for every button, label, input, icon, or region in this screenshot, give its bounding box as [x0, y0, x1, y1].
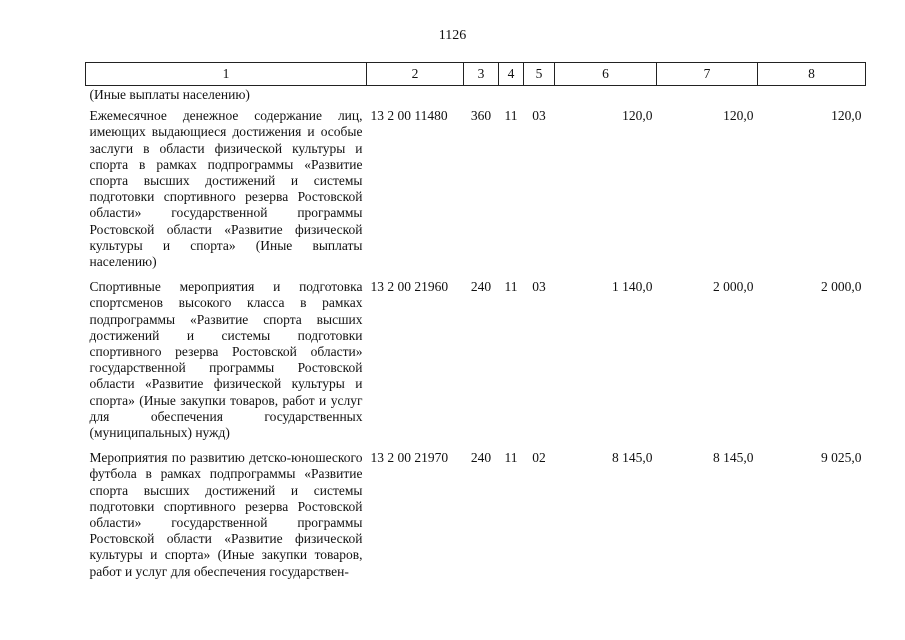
continuation-row — [86, 86, 866, 106]
row-code: 13 2 00 21960 — [370, 279, 449, 295]
header-row — [86, 63, 866, 86]
row-code: 13 2 00 21970 — [370, 450, 449, 466]
row-col5: 03 — [532, 108, 546, 124]
row-col4: 11 — [504, 279, 518, 295]
header-col-6: 6 — [555, 63, 657, 86]
row-description: Ежемесячное денежное содержание лиц, имеющих выдающиеся достижения и особые заслуги в области физической культуры и спорта в рамках подпрограммы «Развитие спорта высших достижений и системы подготовки спортивного резерва Ростовской области» государственной программы Ростовской области «Развитие физической культуры и спорта» (Иные выплаты населению) — [89, 108, 363, 270]
row-col6: 8 145,0 — [612, 450, 653, 466]
row-col5: 03 — [532, 279, 546, 295]
row-col4: 11 — [504, 450, 518, 466]
table-row — [86, 105, 866, 276]
row-col8: 120,0 — [831, 108, 862, 124]
header-col-7: 7 — [657, 63, 758, 86]
row-col6: 120,0 — [622, 108, 653, 124]
header-col-5: 5 — [524, 63, 555, 86]
header-col-3: 3 — [464, 63, 499, 86]
table-row — [86, 276, 866, 447]
header-col-2: 2 — [367, 63, 464, 86]
continuation-text: (Иные выплаты населению) — [89, 87, 250, 102]
row-col7: 8 145,0 — [713, 450, 754, 466]
row-col8: 2 000,0 — [821, 279, 862, 295]
row-description: Спортивные мероприятия и подготовка спортсменов высокого класса в рамках подпрограммы «Развитие спорта высших достижений и системы подготовки спортивного резерва Ростовской области» государственной программы Ростовской области «Развитие физической культуры и спорта» (Иные закупки товаров, работ и услуг для обеспечения государственных (муниципальных) нужд) — [89, 279, 363, 441]
row-col3: 240 — [470, 279, 492, 295]
header-col-8: 8 — [758, 63, 866, 86]
row-col8: 9 025,0 — [821, 450, 862, 466]
row-col3: 240 — [470, 450, 492, 466]
page-number: 1126 — [438, 28, 467, 43]
header-col-4: 4 — [499, 63, 524, 86]
budget-table — [85, 62, 866, 586]
row-col3: 360 — [470, 108, 492, 124]
row-col5: 02 — [532, 450, 546, 466]
row-col4: 11 — [504, 108, 518, 124]
row-col7: 2 000,0 — [713, 279, 754, 295]
header-col-1: 1 — [86, 63, 367, 86]
table-row — [86, 447, 866, 586]
row-code: 13 2 00 11480 — [370, 108, 448, 124]
row-col6: 1 140,0 — [612, 279, 653, 295]
row-description: Мероприятия по развитию детско-юношеского футбола в рамках подпрограммы «Развитие спорта высших достижений и системы подготовки спортивного резерва Ростовской области» государственной программы Ростовской области «Развитие физической культуры и спорта» (Иные закупки товаров, работ и услуг для обеспечения государствен- — [89, 450, 363, 579]
row-col7: 120,0 — [723, 108, 754, 124]
